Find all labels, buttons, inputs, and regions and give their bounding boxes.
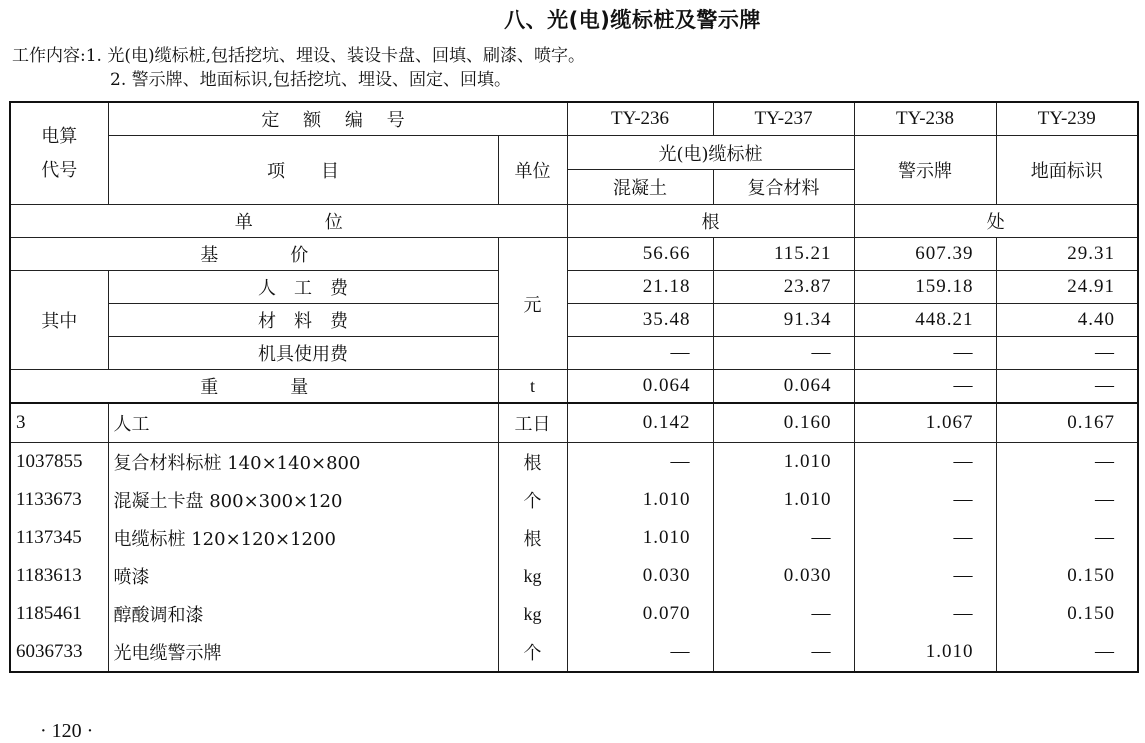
item-value: — [854, 519, 996, 557]
item-value: — [567, 633, 713, 672]
weight-unit: t [498, 370, 567, 404]
weight-label: 重 量 [10, 370, 498, 404]
item-row [10, 557, 1138, 595]
yuan-unit: 元 [498, 238, 567, 370]
item-header: 项 目 [108, 136, 498, 205]
item-value: 1.010 [567, 481, 713, 519]
unit-header: 单位 [498, 136, 567, 205]
item-value: — [713, 519, 854, 557]
item-value: — [996, 481, 1138, 519]
item-value: — [713, 595, 854, 633]
item-value: 0.160 [713, 403, 854, 443]
unit-row [10, 205, 1138, 238]
item-row [10, 595, 1138, 633]
quota-id-ty239: TY-239 [996, 102, 1138, 136]
item-value: 0.150 [996, 557, 1138, 595]
unit-row-label: 单 位 [10, 205, 567, 238]
base-price-ty237: 115.21 [713, 238, 854, 271]
machinery-cost-value: — [713, 337, 854, 370]
labor-cost-label: 人 工 费 [108, 271, 498, 304]
item-value: 1.010 [713, 443, 854, 482]
item-value: 0.150 [996, 595, 1138, 633]
item-unit: 根 [498, 443, 567, 482]
item-value: — [996, 519, 1138, 557]
code-header: 电算 代号 [10, 102, 108, 205]
item-value: 1.067 [854, 403, 996, 443]
ground-marker-header: 地面标识 [996, 136, 1138, 205]
item-name: 混凝土卡盘 800×300×120 [108, 481, 498, 519]
item-value: 0.142 [567, 403, 713, 443]
base-price-ty236: 56.66 [567, 238, 713, 271]
weight-value: 0.064 [567, 370, 713, 404]
material-cost-value: 91.34 [713, 304, 854, 337]
machinery-cost-row [10, 337, 1138, 370]
item-row [10, 633, 1138, 672]
item-value: 0.030 [713, 557, 854, 595]
labor-cost-value: 24.91 [996, 271, 1138, 304]
machinery-cost-value: — [567, 337, 713, 370]
item-value: 0.070 [567, 595, 713, 633]
item-unit: kg [498, 557, 567, 595]
base-price-row [10, 238, 1138, 271]
item-value: — [713, 633, 854, 672]
base-price-ty239: 29.31 [996, 238, 1138, 271]
item-unit: 根 [498, 519, 567, 557]
cable-marker-group-header: 光(电)缆标桩 [567, 136, 854, 170]
item-name: 喷漆 [108, 557, 498, 595]
quota-id-ty236: TY-236 [567, 102, 713, 136]
item-row [10, 443, 1138, 482]
labor-cost-value: 21.18 [567, 271, 713, 304]
labor-cost-value: 159.18 [854, 271, 996, 304]
quota-id-ty237: TY-237 [713, 102, 854, 136]
item-value: — [854, 557, 996, 595]
item-code: 1133673 [10, 481, 108, 519]
item-value: 1.010 [854, 633, 996, 672]
concrete-subheader: 混凝土 [567, 170, 713, 205]
weight-row [10, 370, 1138, 404]
quota-no-header: 定 额 编 号 [108, 102, 567, 136]
item-unit: 工日 [498, 403, 567, 443]
weight-value: — [996, 370, 1138, 404]
item-value: — [996, 633, 1138, 672]
item-value: — [854, 595, 996, 633]
material-cost-label: 材 料 费 [108, 304, 498, 337]
machinery-cost-value: — [854, 337, 996, 370]
item-name: 醇酸调和漆 [108, 595, 498, 633]
item-value: — [854, 443, 996, 482]
item-code: 1137345 [10, 519, 108, 557]
item-row [10, 519, 1138, 557]
warning-sign-header: 警示牌 [854, 136, 996, 205]
among-label: 其中 [10, 271, 108, 370]
item-unit: kg [498, 595, 567, 633]
item-value: 1.010 [713, 481, 854, 519]
header-row-groups [10, 136, 1138, 170]
item-unit: 个 [498, 633, 567, 672]
item-name: 复合材料标桩 140×140×800 [108, 443, 498, 482]
item-unit: 个 [498, 481, 567, 519]
item-row [10, 481, 1138, 519]
header-row-quota-ids [10, 102, 1138, 136]
item-value: — [996, 443, 1138, 482]
item-name: 电缆标桩 120×120×1200 [108, 519, 498, 557]
base-price-ty238: 607.39 [854, 238, 996, 271]
machinery-cost-value: — [996, 337, 1138, 370]
item-code: 3 [10, 403, 108, 443]
item-row-labor [10, 403, 1138, 443]
work-content-label: 工作内容: [12, 46, 86, 66]
work-content-line-2: 2. 警示牌、地面标识,包括挖坑、埋设、固定、回填。 [110, 70, 512, 90]
item-name: 人工 [108, 403, 498, 443]
material-cost-row [10, 304, 1138, 337]
page-number: · 120 · [40, 720, 94, 742]
labor-cost-row [10, 271, 1138, 304]
item-value: — [854, 481, 996, 519]
item-code: 1183613 [10, 557, 108, 595]
unit-root: 根 [567, 205, 854, 238]
labor-cost-value: 23.87 [713, 271, 854, 304]
item-code: 1037855 [10, 443, 108, 482]
work-content [12, 44, 585, 92]
material-cost-value: 4.40 [996, 304, 1138, 337]
quota-id-ty238: TY-238 [854, 102, 996, 136]
material-cost-value: 448.21 [854, 304, 996, 337]
item-code: 6036733 [10, 633, 108, 672]
composite-subheader: 复合材料 [713, 170, 854, 205]
item-value: 0.167 [996, 403, 1138, 443]
quota-table [9, 101, 1139, 673]
section-title: 八、光(电)缆标桩及警示牌 [504, 8, 761, 32]
item-code: 1185461 [10, 595, 108, 633]
material-cost-value: 35.48 [567, 304, 713, 337]
base-price-label: 基 价 [10, 238, 498, 271]
item-value: 1.010 [567, 519, 713, 557]
weight-value: 0.064 [713, 370, 854, 404]
work-content-line-1: 工作内容:1. 光(电)缆标桩,包括挖坑、埋设、装设卡盘、回填、刷漆、喷字。 [12, 46, 586, 66]
unit-place: 处 [854, 205, 1138, 238]
item-value: 0.030 [567, 557, 713, 595]
item-name: 光电缆警示牌 [108, 633, 498, 672]
machinery-cost-label: 机具使用费 [108, 337, 498, 370]
weight-value: — [854, 370, 996, 404]
item-value: — [567, 443, 713, 482]
